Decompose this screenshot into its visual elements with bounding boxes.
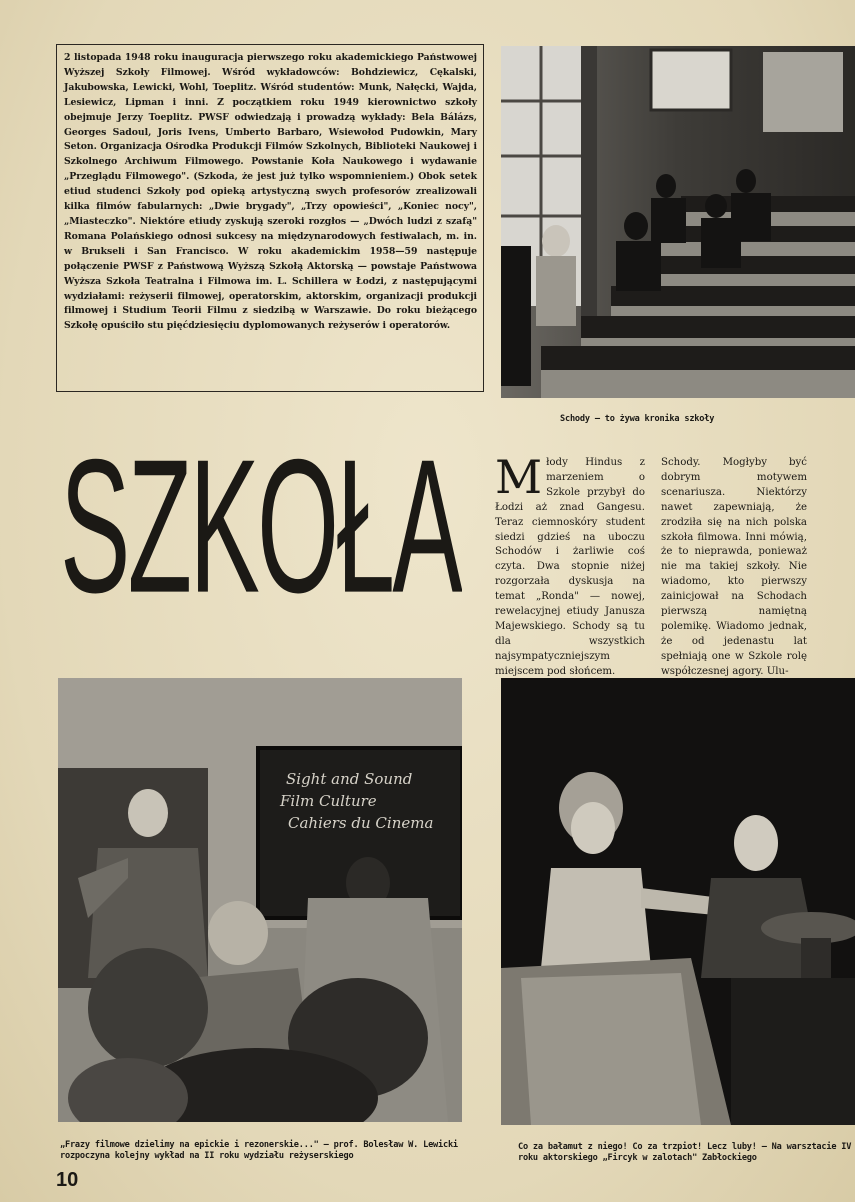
page-number: 10: [56, 1169, 79, 1191]
chalkboard-line-1: Sight and Sound: [286, 770, 413, 788]
article-title-text: SZKOŁA: [60, 444, 462, 632]
stairs-caption: Schody — to żywa kronika szkoły: [560, 414, 715, 424]
article-column-1: [495, 450, 645, 680]
stairs-photo: [501, 46, 855, 398]
article-title: [60, 444, 462, 642]
intro-text: 2 listopada 1948 roku inauguracja pierwszego roku akademickiego Państwowej Wyższej Szkoły Filmowej. Wśród wykładowców: Bohdziewicz, Cękalski, Jakubowska, Lewicki, Wohl, Toeplitz. Wśród studentów: Munk, Nałęcki, Wajda, Lesiewicz, Lipman i inni. Z początkiem roku 1949 kierownictwo szkoły obejmuje Jerzy Toeplitz. PWSF odwiedzają i prowadzą wykłady: Bela Bálázs, Georges Sadoul, Joris Ivens, Umberto Barbaro, Wsiewołod Pudowkin, Mary Seton. Organizacja Ośrodka Produkcji Filmów Szkolnych, Biblioteki Naukowej i Szkolnego Archiwum Filmowego. Powstanie Koła Naukowego i wydawanie „Przeglądu Filmowego". (Szkoda, że jest już tylko wspomnieniem.) Obok setek etiud studenci Szkoły pod opieką artystyczną swych profesorów zrealizowali kilka filmów fabularnych: „Dwie brygady", „Trzy opowieści", „Koniec nocy", „Miasteczko". Niektóre etiudy zyskują szeroki rozgłos — „Dwóch ludzi z szafą" Romana Polańskiego odnosi sukcesy na międzynarodowych festiwalach, m. in. w Brukseli i San Francisco. W roku akademickim 1958—59 następuje połączenie PWSF z Państwową Wyższą Szkołą Aktorską — powstaje Państwowa Wyższa Szkoła Teatralna i Filmowa im. L. Schillera w Łodzi, z następującymi wydziałami: reżyserii filmowej, operatorskim, aktorskim, organizacji produkcji filmowej i Studium Teorii Filmu z siedzibą w Warszawie. Do roku bieżącego Szkołę opuściło stu pięćdziesięciu dyplomowanych reżyserów i operatorów.: [64, 52, 477, 332]
drop-cap: M: [495, 450, 543, 504]
theatre-photo: [501, 678, 855, 1125]
intro-text-box: [56, 44, 484, 392]
article-col1-text: łody Hindus z marzeniem o Szkole przybył do Łodzi aż znad Gangesu. Teraz ciemnoskóry student siedzi gdzieś na uboczu Schodów i żarliwie coś czyta. Dwa stopnie niżej rozgorzała dyskusja na temat „Ronda" — nowej, rewelacyjnej etiudy Janusza Majewskiego. Schody są tu dla wszystkich najsympatyczniejszym miejscem pod słońcem.: [495, 457, 645, 677]
article-col2-text: Schody. Mogłyby być dobrym motywem scenariusza. Niektórzy nawet zapewniają, że zrodziła się na nich polska szkoła filmowa. Inni mówią, że to nieprawda, ponieważ nie ma takiej szkoły. Nie wiadomo, kto pierwszy zainicjował na Schodach pierwszą namiętną polemikę. Wiadomo jednak, że od jedenastu lat spełniają one w Szkole rolę współczesnej agory. Ulu-: [661, 457, 807, 677]
article-column-2: [661, 456, 807, 680]
chalkboard-line-3: Cahiers du Cinema: [288, 814, 434, 832]
chalkboard-line-2: Film Culture: [280, 792, 377, 810]
theatre-caption: Co za bałamut z niego! Co za trzpiot! Lecz luby! — Na warsztacie IV roku aktorskiego „Fircyk w zalotach" Zabłockiego: [518, 1142, 852, 1163]
lecture-photo: [58, 678, 462, 1122]
lecture-caption: „Frazy filmowe dzielimy na epickie i rezonerskie..." — prof. Bolesław W. Lewicki rozpoczyna kolejny wykład na II roku wydziału reżyserskiego: [60, 1140, 458, 1161]
